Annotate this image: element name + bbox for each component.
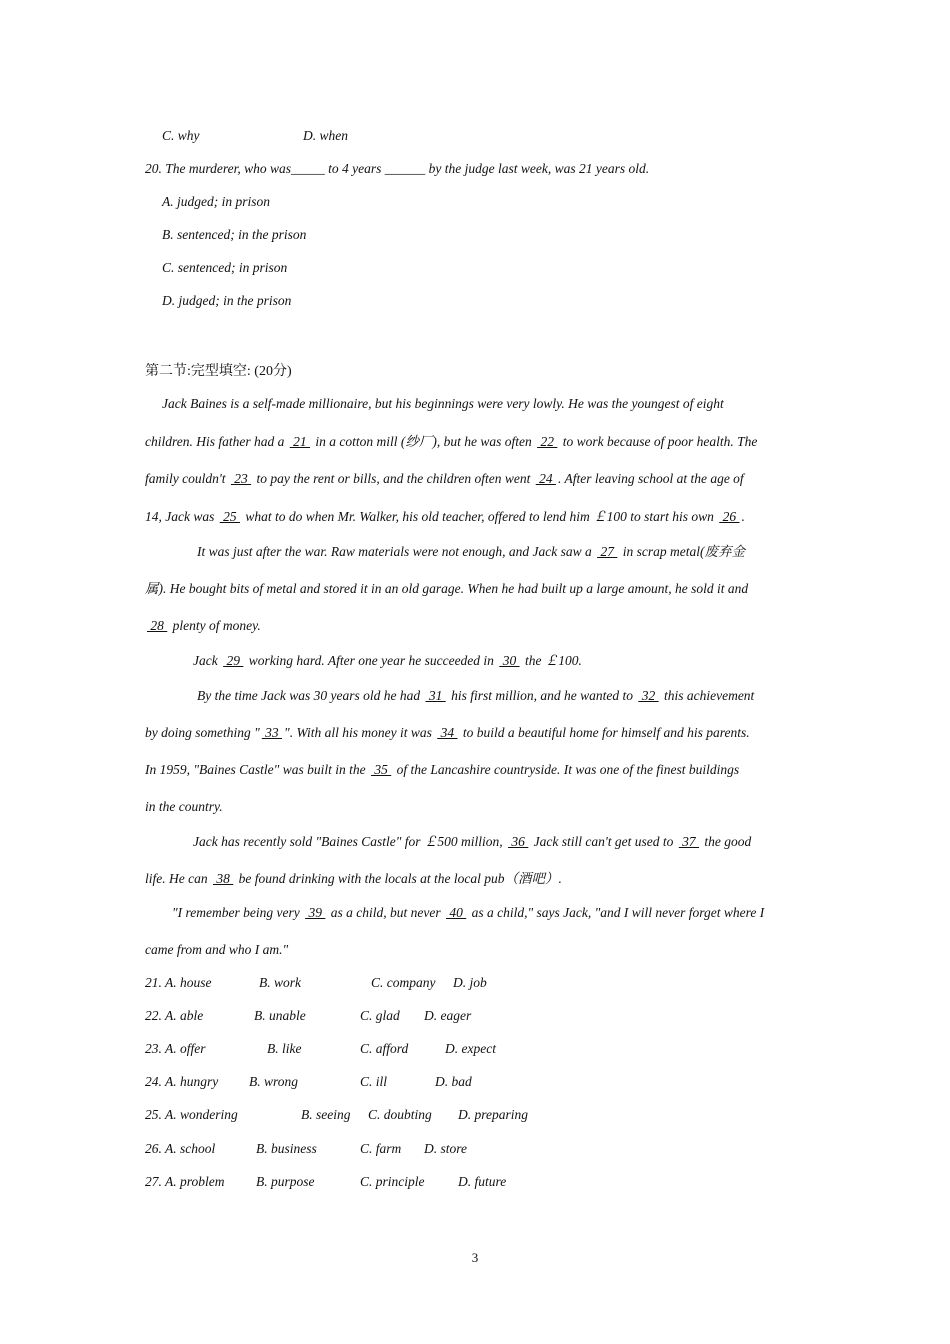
- passage-line: By the time Jack was 30 years old he had 31 his first million, and he wanted to 32 this achievement: [197, 688, 755, 703]
- blank-number: 30: [499, 653, 520, 668]
- q20-option-d: D. judged; in the prison: [162, 293, 292, 308]
- option-b: B. unable: [254, 1008, 306, 1023]
- option-b: B. wrong: [249, 1074, 299, 1089]
- blank-number: 37: [678, 834, 700, 849]
- option-d: D. bad: [435, 1074, 472, 1089]
- blank-number: 22: [537, 434, 558, 449]
- passage-line: 14, Jack was 25 what to do when Mr. Walker, his old teacher, offered to lend him ￡100 to start his own 26 .: [145, 509, 745, 524]
- blank-number: 21: [289, 434, 310, 449]
- blank-number: 23: [230, 471, 252, 486]
- option-d: D. expect: [445, 1041, 496, 1056]
- q20-stem: 20. The murderer, who was_____ to 4 years ______ by the judge last week, was 21 years old.: [145, 161, 650, 176]
- option-a: 26. A. school: [145, 1141, 216, 1156]
- passage-line: It was just after the war. Raw materials were not enough, and Jack saw a 27 in scrap metal(废弃金: [197, 544, 745, 559]
- page-number: 3: [471, 1250, 479, 1265]
- blank-number: 39: [305, 905, 326, 920]
- option-c: C. afford: [360, 1041, 409, 1056]
- passage-line: Jack Baines is a self-made millionaire, but his beginnings were very lowly. He was the youngest of eight: [162, 396, 724, 411]
- option-b: B. purpose: [256, 1174, 315, 1189]
- passage-line: 属). He bought bits of metal and stored it in an old garage. When he had built up a large amount, he sold it and: [145, 581, 749, 596]
- blank-number: 28: [147, 618, 168, 633]
- q20-option-a: A. judged; in prison: [162, 194, 270, 209]
- passage-line: life. He can 38 be found drinking with the locals at the local pub（酒吧）.: [145, 871, 562, 886]
- option-a: 25. A. wondering: [145, 1107, 238, 1122]
- passage-line: children. His father had a 21 in a cotton mill (纱厂), but he was often 22 to work because of poor health. The: [145, 434, 758, 449]
- section-title: 第二节:完型填空: (20分): [145, 364, 292, 379]
- q19-option-d: D. when: [303, 128, 348, 143]
- blank-number: 35: [370, 762, 392, 777]
- passage-line: by doing something " 33 ". With all his money it was 34 to build a beautiful home for himself and his parents.: [145, 725, 750, 740]
- q20-option-b: B. sentenced; in the prison: [162, 227, 307, 242]
- option-a: 27. A. problem: [145, 1174, 225, 1189]
- option-b: B. work: [259, 975, 301, 990]
- passage-line: Jack has recently sold "Baines Castle" for ￡500 million, 36 Jack still can't get used to 37 the good: [193, 834, 752, 849]
- option-a: 23. A. offer: [145, 1041, 206, 1056]
- blank-number: 27: [597, 544, 618, 559]
- option-b: B. like: [267, 1041, 302, 1056]
- blank-number: 38: [212, 871, 234, 886]
- blank-number: 26: [719, 509, 740, 524]
- blank-number: 29: [223, 653, 244, 668]
- option-d: D. job: [453, 975, 487, 990]
- option-d: D. eager: [424, 1008, 472, 1023]
- option-b: B. business: [256, 1141, 317, 1156]
- option-c: C. ill: [360, 1074, 388, 1089]
- option-a: 22. A. able: [145, 1008, 204, 1023]
- passage-line: family couldn't 23 to pay the rent or bills, and the children often went 24 . After leaving school at the age of: [145, 471, 744, 486]
- option-a: 21. A. house: [145, 975, 212, 990]
- passage-line: "I remember being very 39 as a child, but never 40 as a child," says Jack, "and I will never forget where I: [172, 905, 765, 920]
- passage-line: In 1959, "Baines Castle" was built in the 35 of the Lancashire countryside. It was one of the finest buildings: [145, 762, 740, 777]
- blank-number: 24: [535, 471, 556, 486]
- blank-number: 34: [437, 725, 458, 740]
- blank-number: 31: [425, 688, 446, 703]
- option-d: D. store: [424, 1141, 467, 1156]
- option-c: C. company: [371, 975, 436, 990]
- option-c: C. farm: [360, 1141, 402, 1156]
- blank-number: 36: [508, 834, 529, 849]
- option-a: 24. A. hungry: [145, 1074, 219, 1089]
- passage-line: came from and who I am.": [145, 942, 289, 957]
- passage-line: 28 plenty of money.: [147, 618, 261, 633]
- option-d: D. preparing: [458, 1107, 528, 1122]
- blank-number: 25: [219, 509, 240, 524]
- blank-number: 40: [445, 905, 467, 920]
- passage-line: in the country.: [145, 799, 223, 814]
- q19-option-c: C. why: [162, 128, 200, 143]
- option-b: B. seeing: [301, 1107, 351, 1122]
- option-c: C. principle: [360, 1174, 425, 1189]
- option-d: D. future: [458, 1174, 507, 1189]
- blank-number: 33: [261, 725, 283, 740]
- blank-number: 32: [638, 688, 659, 703]
- option-c: C. glad: [360, 1008, 400, 1023]
- option-c: C. doubting: [368, 1107, 432, 1122]
- q20-option-c: C. sentenced; in prison: [162, 260, 288, 275]
- passage-line: Jack 29 working hard. After one year he succeeded in 30 the ￡100.: [193, 653, 582, 668]
